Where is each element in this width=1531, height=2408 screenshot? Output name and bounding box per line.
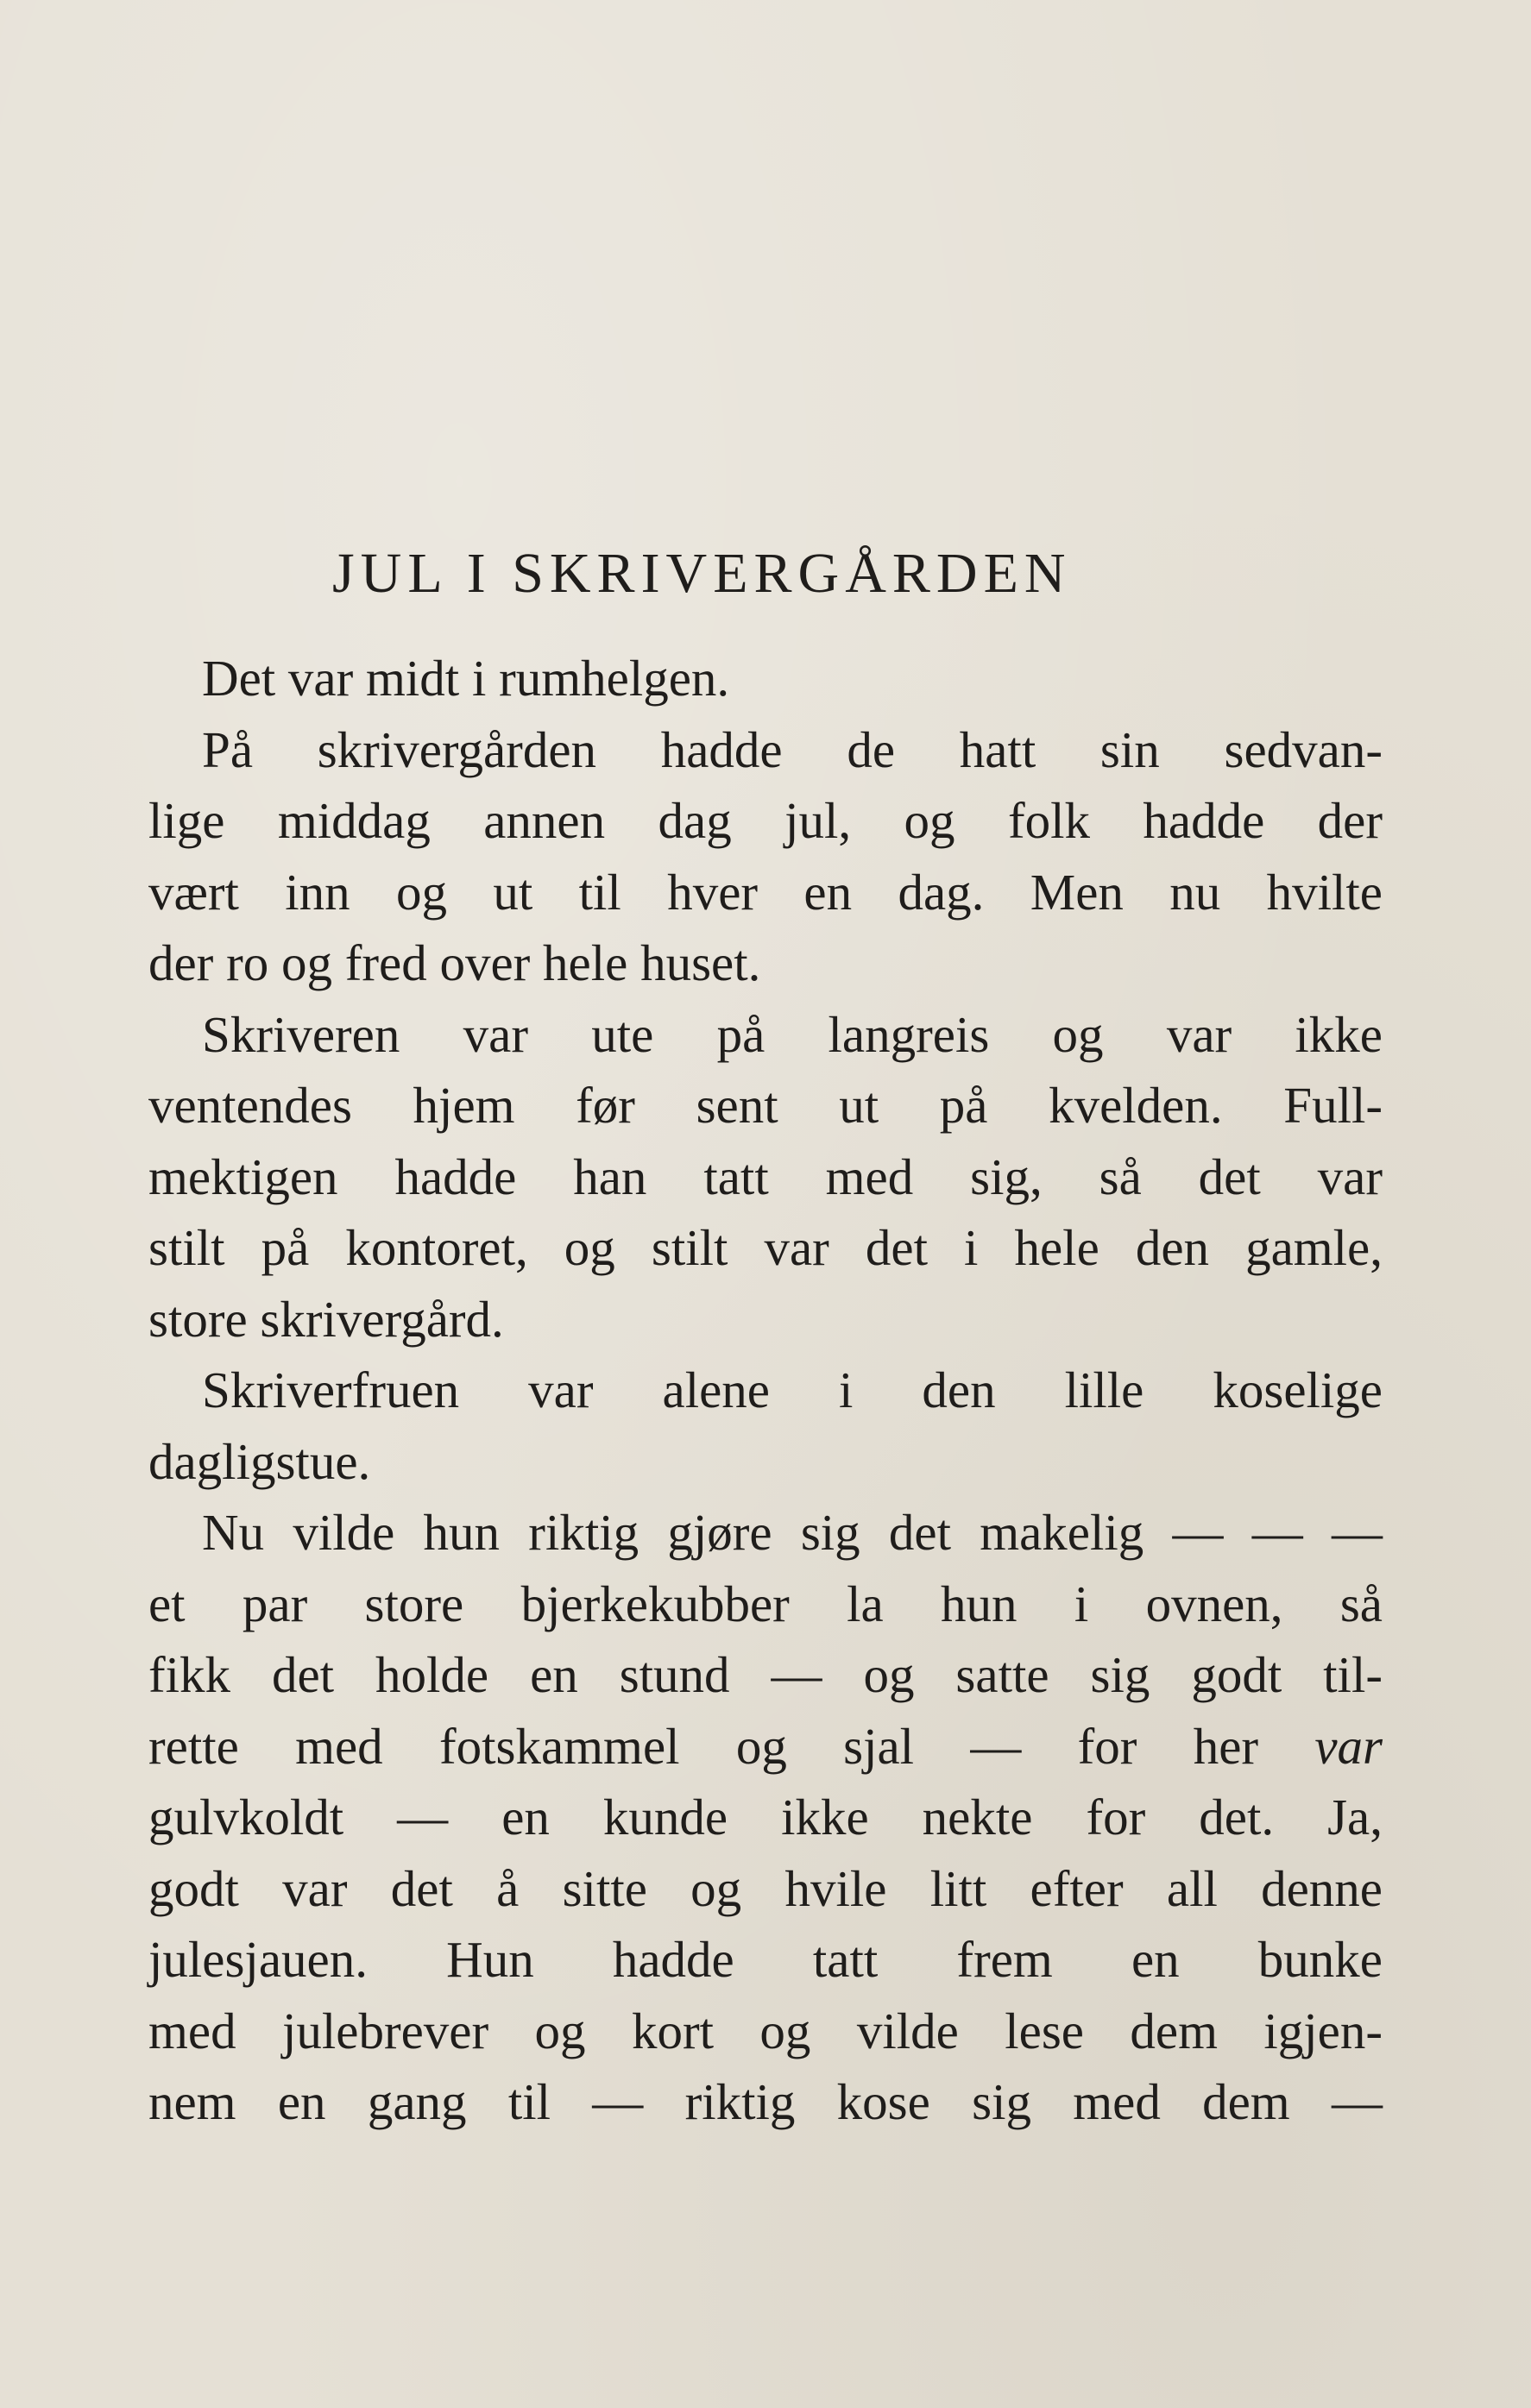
text-line: lige middag annen dag jul, og folk hadde der	[148, 792, 1383, 849]
text-line: stilt på kontoret, og stilt var det i hele den gamle,	[148, 1219, 1383, 1276]
text-line: med julebrever og kort og vilde lese dem igjen-	[148, 2002, 1383, 2059]
text-line: store skrivergård.	[148, 1290, 504, 1348]
text-line: Det var midt i rumhelgen.	[202, 650, 730, 707]
text-line: dagligstue.	[148, 1432, 371, 1490]
text-line: rette med fotskammel og sjal — for her var	[148, 1717, 1383, 1775]
text-line: vært inn og ut til hver en dag. Men nu hvilte	[148, 863, 1383, 921]
text-line: der ro og fred over hele huset.	[148, 934, 761, 991]
text-line: Nu vilde hun riktig gjøre sig det makelig — — —	[202, 1504, 1383, 1561]
text-line: ventendes hjem før sent ut på kvelden. Full-	[148, 1077, 1383, 1134]
text-line: julesjauen. Hun hadde tatt frem en bunke	[148, 1931, 1383, 1988]
text-line: Skriverfruen var alene i den lille koselige	[202, 1361, 1383, 1418]
text-line: fikk det holde en stund — og satte sig godt til-	[148, 1646, 1383, 1703]
text-line: nem en gang til — riktig kose sig med dem —	[148, 2073, 1383, 2130]
text-line: et par store bjerkekubber la hun i ovnen, så	[148, 1575, 1383, 1632]
text-line: Skriveren var ute på langreis og var ikke	[202, 1005, 1383, 1063]
text-line: mektigen hadde han tatt med sig, så det var	[148, 1147, 1383, 1205]
body-text	[148, 643, 1383, 2138]
text-line: På skrivergården hadde de hatt sin sedvan-	[202, 720, 1383, 778]
chapter-title: JUL I SKRIVERGÅRDEN	[332, 542, 1072, 605]
text-line: godt var det å sitte og hvile litt efter all denne	[148, 1859, 1383, 1917]
italic-word: var	[1314, 1717, 1383, 1775]
text-line: gulvkoldt — en kunde ikke nekte for det. Ja,	[148, 1789, 1383, 1845]
